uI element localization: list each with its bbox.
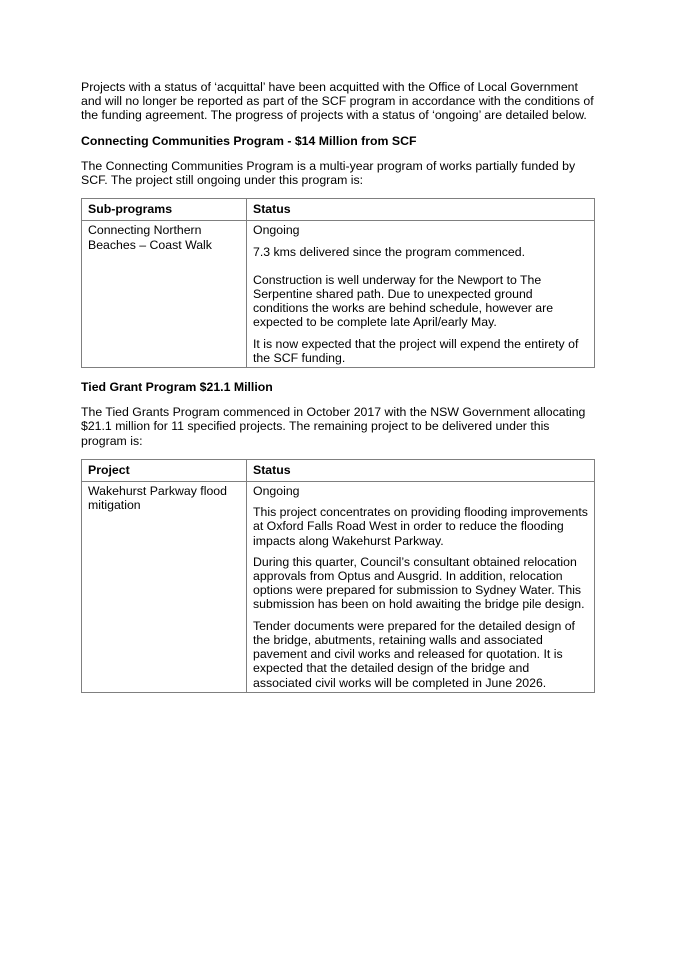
table-row — [82, 221, 595, 368]
column-header-project: Project — [82, 459, 247, 481]
status-value: Ongoing — [253, 484, 300, 499]
status-detail: 7.3 kms delivered since the program commenced. — [253, 244, 526, 259]
status-value: Ongoing — [253, 223, 300, 238]
section-paragraph-tied-grant: The Tied Grants Program commenced in October 2017 with the NSW Government allocating $21.1 million for 11 specified projects. The remaining project to be delivered under this program is: — [81, 405, 586, 448]
table-header-row — [82, 199, 595, 221]
status-detail: It is now expected that the project will expend the entirety of the SCF funding. — [253, 336, 579, 365]
status-cell — [247, 482, 595, 693]
project-name: Wakehurst Parkway flood mitigation — [82, 482, 247, 693]
sub-program-name: Connecting Northern Beaches – Coast Walk — [82, 221, 247, 368]
document-page — [81, 80, 596, 693]
status-detail: During this quarter, Council’s consultant obtained relocation approvals from Optus and Ausgrid. In addition, relocation options were prepared for submission to Sydney Water. This submission has been on hold awaiting the bridge pile design. — [253, 554, 585, 612]
column-header-status: Status — [247, 199, 595, 221]
status-detail: This project concentrates on providing flooding improvements at Oxford Falls Road West in order to reduce the flooding impacts along Wakehurst Parkway. — [253, 505, 588, 548]
section-heading-tied-grant: Tied Grant Program $21.1 Million — [81, 380, 273, 395]
section-heading-connecting-communities: Connecting Communities Program - $14 Million from SCF — [81, 133, 417, 148]
table-header-row — [82, 459, 595, 481]
intro-paragraph: Projects with a status of ‘acquittal’ have been acquitted with the Office of Local Government and will no longer be reported as part of the SCF program in accordance with the conditions of the funding agreement. The progress of projects with a status of ‘ongoing’ are detailed below. — [81, 80, 594, 123]
projects-table — [81, 459, 595, 693]
status-detail: Tender documents were prepared for the detailed design of the bridge, abutments, retaining walls and associated pavement and civil works and released for quotation. It is expected that the detailed design of the bridge and associated civil works will be completed in June 2026. — [253, 618, 575, 690]
column-header-sub-programs: Sub-programs — [82, 199, 247, 221]
status-cell — [247, 221, 595, 368]
table-row — [82, 482, 595, 693]
sub-programs-table — [81, 198, 595, 368]
status-detail: Construction is well underway for the Newport to The Serpentine shared path. Due to unexpected ground conditions the works are behind schedule, however are expected to be complete late April/early May. — [253, 272, 554, 330]
section-paragraph-connecting-communities: The Connecting Communities Program is a multi-year program of works partially funded by SCF. The project still ongoing under this program is: — [81, 158, 576, 188]
column-header-status: Status — [247, 459, 595, 481]
